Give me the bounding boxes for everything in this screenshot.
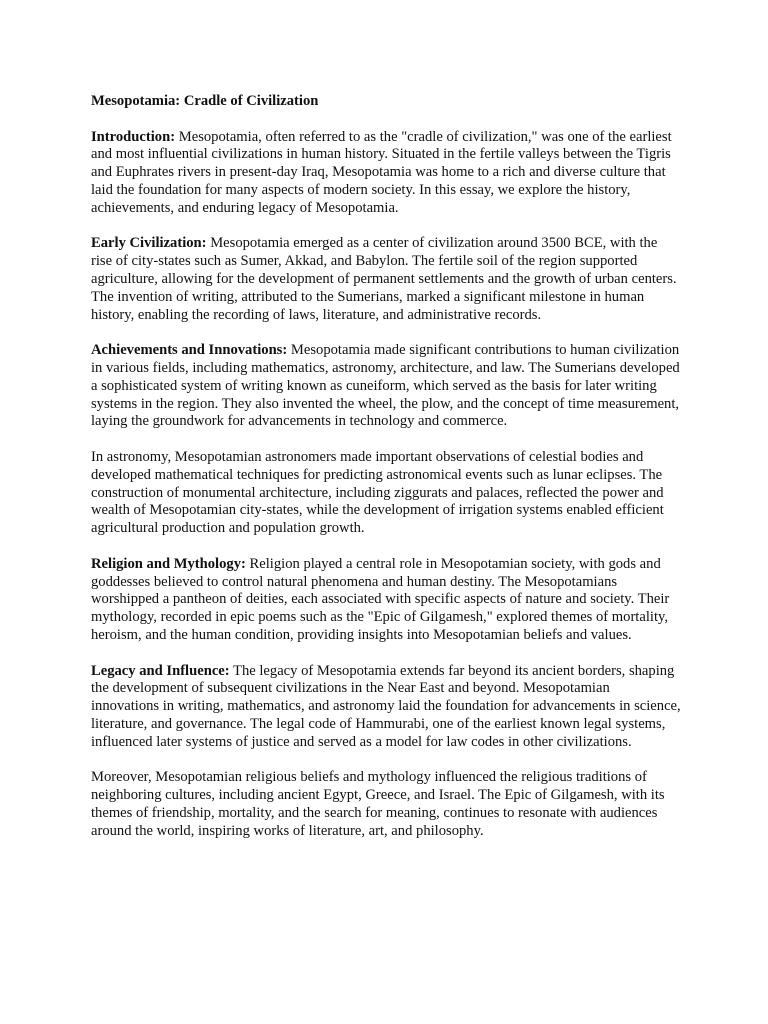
document-title: Mesopotamia: Cradle of Civilization	[91, 93, 319, 109]
paragraph-moreover	[91, 769, 681, 840]
paragraph-heading: Legacy and Influence:	[91, 662, 230, 679]
paragraph-astronomy	[91, 449, 681, 538]
paragraph-heading: Religion and Mythology:	[91, 555, 246, 572]
paragraph-text: Mesopotamia made significant contributions to human civilization in various fields, including mathematics, astronomy, architecture, and law. The Sumerians developed a sophisticated system of writing known as cuneiform, which served as the basis for later writing systems in the region. They also invented the wheel, the plow, and the concept of time measurement, laying the groundwork for advancements in technology and commerce.	[91, 342, 680, 430]
paragraph-text: Mesopotamia emerged as a center of civilization around 3500 BCE, with the rise of city-states such as Sumer, Akkad, and Babylon. The fertile soil of the region supported agriculture, allowing for the development of permanent settlements and the growth of urban centers. The invention of writing, attributed to the Sumerians, marked a significant milestone in human history, enabling the recording of laws, literature, and administrative records.	[91, 235, 677, 323]
paragraph-early-civilization	[91, 235, 681, 324]
document-page	[91, 93, 681, 858]
paragraph-text: Religion played a central role in Mesopotamian society, with gods and goddesses believed to control natural phenomena and human destiny. The Mesopotamians worshipped a pantheon of deities, each associated with specific aspects of nature and society. Their mythology, recorded in epic poems such as the "Epic of Gilgamesh," explored themes of mortality, heroism, and the human condition, providing insights into Mesopotamian beliefs and values.	[91, 555, 670, 643]
paragraph-text: Moreover, Mesopotamian religious beliefs and mythology influenced the religious traditions of neighboring cultures, including ancient Egypt, Greece, and Israel. The Epic of Gilgamesh, with its themes of friendship, mortality, and the search for meaning, continues to resonate with audiences around the world, inspiring works of literature, art, and philosophy.	[91, 769, 665, 839]
paragraph-legacy	[91, 663, 681, 752]
paragraph-heading: Achievements and Innovations:	[91, 342, 288, 359]
paragraph-heading: Introduction:	[91, 128, 176, 145]
paragraph-introduction	[91, 129, 681, 218]
paragraph-text: In astronomy, Mesopotamian astronomers made important observations of celestial bodies and developed mathematical techniques for predicting astronomical events such as lunar eclipses. The construction of monumental architecture, including ziggurats and palaces, reflected the power and wealth of Mesopotamian city-states, while the development of irrigation systems enabled efficient agricultural production and population growth.	[91, 448, 664, 537]
paragraph-religion	[91, 556, 681, 645]
paragraph-achievements	[91, 342, 681, 431]
paragraph-heading: Early Civilization:	[91, 235, 207, 252]
paragraph-text: Mesopotamia, often referred to as the "cradle of civilization," was one of the earliest and most influential civilizations in human history. Situated in the fertile valleys between the Tigris and Euphrates rivers in present-day Iraq, Mesopotamia was home to a rich and diverse culture that laid the foundation for many aspects of modern society. In this essay, we explore the history, achievements, and enduring legacy of Mesopotamia.	[91, 128, 672, 216]
paragraph-text: The legacy of Mesopotamia extends far beyond its ancient borders, shaping the development of subsequent civilizations in the Near East and beyond. Mesopotamian innovations in writing, mathematics, and astronomy laid the foundation for advancements in science, literature, and governance. The legal code of Hammurabi, one of the earliest known legal systems, influenced later systems of justice and served as a model for law codes in other civilizations.	[91, 662, 681, 750]
